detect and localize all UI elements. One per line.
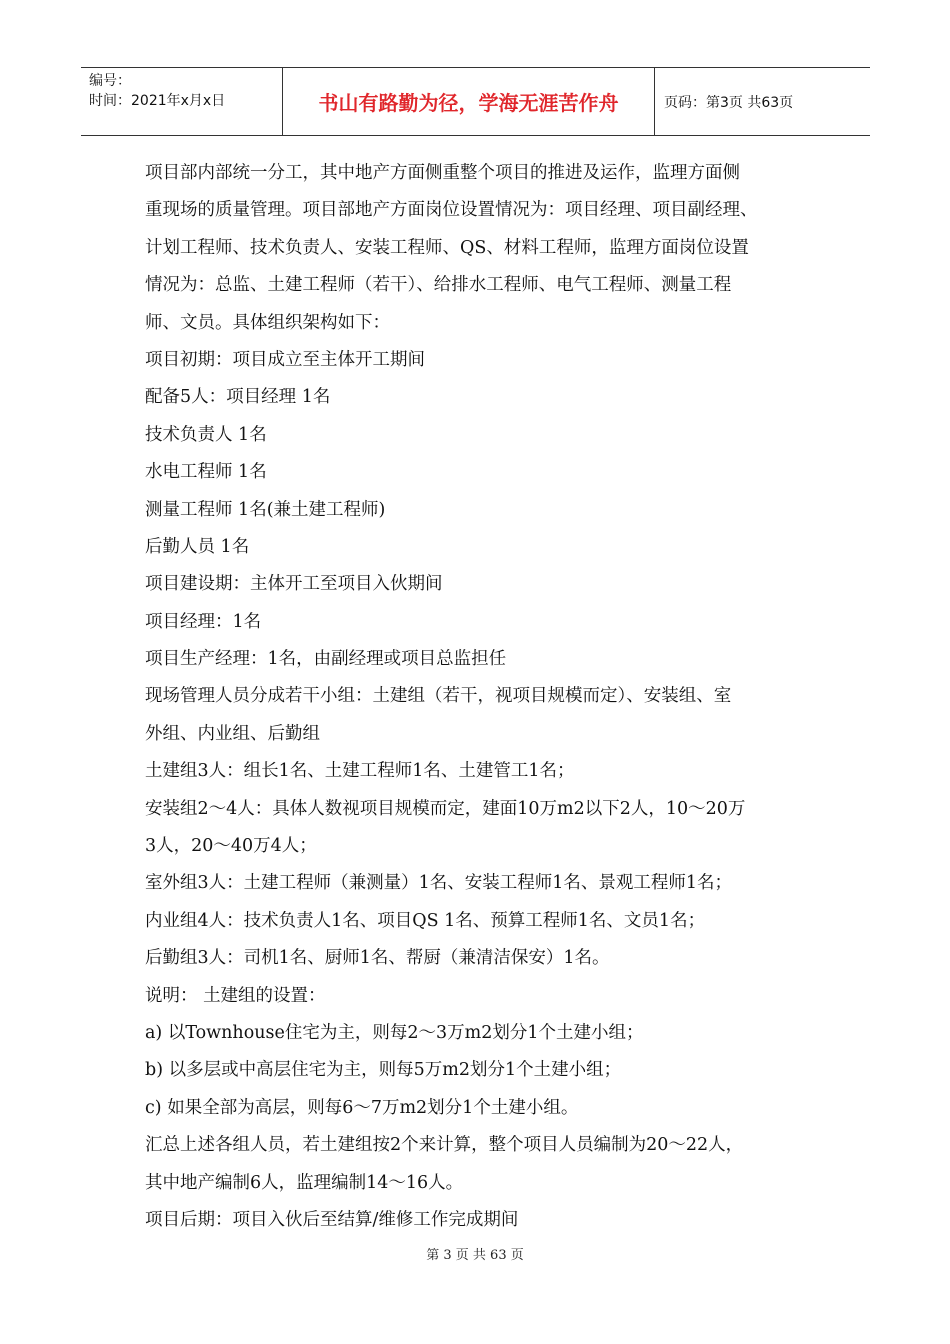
document-number-label: 编号： [89,73,131,89]
header-slogan: 书山有路勤为径，学海无涯苦作舟 [283,68,655,135]
paragraph-line: 师、文员。具体组织架构如下： [145,312,390,333]
paragraph-line: 情况为：总监、土建工程师（若干）、给排水工程师、电气工程师、测量工程 [145,275,732,296]
paragraph-line: 配备5人：项目经理 1名 [145,387,331,408]
paragraph-line: 现场管理人员分成若干小组：土建组（若干，视项目规模而定）、安装组、室 [145,686,732,707]
paragraph-line: a) 以Townhouse住宅为主，则每2～3万m2划分1个土建小组； [145,1022,644,1043]
header-meta [81,68,283,135]
paragraph-line: 计划工程师、技术负责人、安装工程师、QS、材料工程师，监理方面岗位设置 [145,237,749,258]
paragraph-line: 项目建设期：主体开工至项目入伙期间 [145,574,443,595]
document-body [145,155,815,1239]
document-time-label: 时间：2021年x月x日 [89,93,226,109]
paragraph-line: 汇总上述各组人员，若土建组按2个来计算，整个项目人员编制为20～22人， [145,1135,744,1156]
paragraph-line: 3人，20～40万4人； [145,836,317,857]
paragraph-line: 土建组3人：组长1名、土建工程师1名、土建管工1名； [145,761,575,782]
paragraph-line: 安装组2～4人：具体人数视项目规模而定，建面10万m2以下2人，10～20万 [145,798,746,819]
paragraph-line: 项目经理：1名 [145,611,262,632]
paragraph-line: 技术负责人 1名 [145,424,267,445]
paragraph-line: 项目部内部统一分工，其中地产方面侧重整个项目的推进及运作，监理方面侧 [145,163,740,183]
paragraph-line: 项目初期：项目成立至主体开工期间 [145,349,425,370]
paragraph-line: 项目生产经理：1名，由副经理或项目总监担任 [145,649,507,670]
paragraph-line: 项目后期：项目入伙后至结算/维修工作完成期间 [145,1209,519,1230]
paragraph-line: 后勤人员 1名 [145,536,250,557]
page-header [81,67,870,136]
paragraph-line: 水电工程师 1名 [145,462,267,483]
paragraph-line: 外组、内业组、后勤组 [145,723,320,744]
page-footer: 第 3 页 共 63 页 [426,1248,524,1263]
paragraph-line: 室外组3人：土建工程师（兼测量）1名、安装工程师1名、景观工程师1名； [145,873,733,894]
paragraph-line: b) 以多层或中高层住宅为主，则每5万m2划分1个土建小组； [145,1060,622,1081]
header-page-info: 页码：第3页 共63页 [664,94,794,111]
paragraph-line: 其中地产编制6人，监理编制14～16人。 [145,1172,464,1193]
paragraph-line: 内业组4人：技术负责人1名、项目QS 1名、预算工程师1名、文员1名； [145,910,706,931]
paragraph-line: 测量工程师 1名(兼土建工程师) [145,499,386,520]
paragraph-line: c) 如果全部为高层，则每6～7万m2划分1个土建小组。 [145,1097,579,1118]
paragraph-line: 后勤组3人：司机1名、厨师1名、帮厨（兼清洁保安）1名。 [145,948,610,969]
paragraph-line: 说明： 土建组的设置： [145,985,326,1006]
paragraph-line: 重现场的质量管理。项目部地产方面岗位设置情况为：项目经理、项目副经理、 [145,200,758,221]
